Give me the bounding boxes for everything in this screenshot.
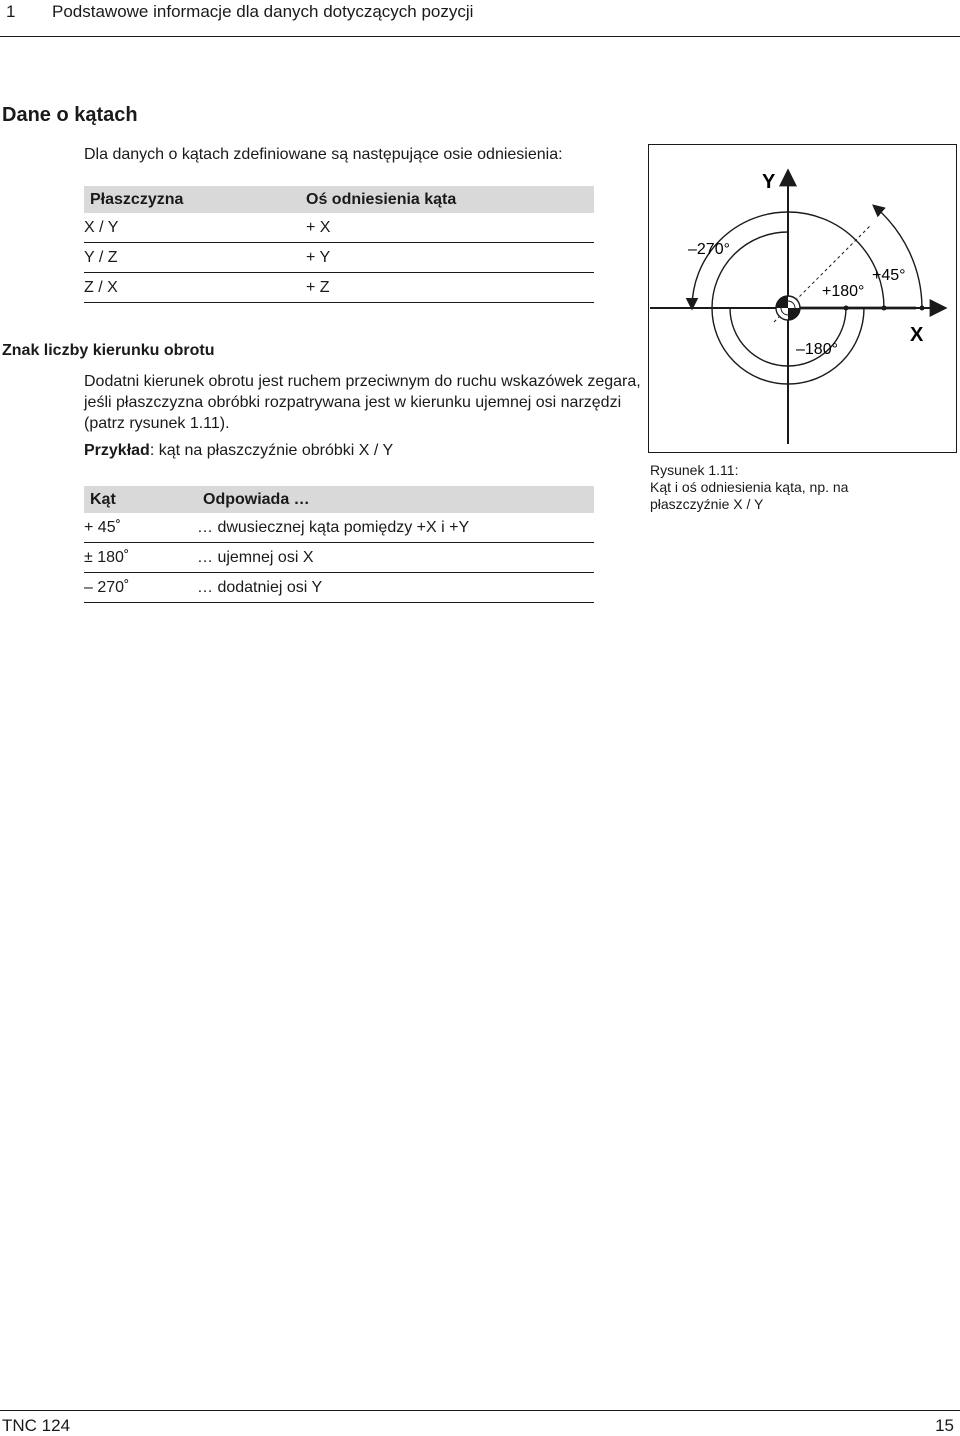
intro-text: Dla danych o kątach zdefiniowane są następujące osie odniesienia:	[84, 146, 563, 163]
origin-quadrant	[776, 296, 788, 308]
column-header-plane: Płaszczyzna	[84, 186, 300, 213]
x-axis-label: X	[910, 324, 924, 346]
table-cell: + X	[300, 213, 594, 243]
label-minus-180: –180°	[796, 341, 838, 358]
chapter-number: 1	[6, 2, 16, 21]
section-title: Dane o kątach	[2, 104, 138, 126]
example-label: Przykład	[84, 442, 150, 459]
table-cell: + 45˚	[84, 513, 197, 543]
arc-plus-45	[874, 206, 922, 308]
table-row	[84, 213, 594, 243]
table-cell: X / Y	[84, 213, 300, 243]
example-line	[84, 442, 393, 460]
caption-line: Rysunek 1.11:	[650, 462, 739, 478]
figure-frame	[649, 145, 957, 453]
table-cell: – 270˚	[84, 573, 197, 603]
column-header-angle: Kąt	[84, 486, 197, 513]
angle-figure	[648, 144, 958, 454]
table-cell: … ujemnej osi X	[197, 543, 594, 573]
footer-product-name: TNC 124	[2, 1416, 71, 1435]
example-text: : kąt na płaszczyźnie obróbki X / Y	[149, 442, 394, 459]
column-header-corresponds: Odpowiada …	[197, 486, 594, 513]
origin-quadrant	[788, 308, 800, 320]
table-cell: … dodatniej osi Y	[197, 573, 594, 603]
page-number: 15	[935, 1416, 954, 1435]
rotation-paragraph: Dodatni kierunek obrotu jest ruchem przeciwnym do ruchu wskazówek zegara, jeśli płaszczyzna obróbki rozpatrywana jest w kierunku ujemnej osi narzędzi (patrz rysunek 1.11).	[84, 373, 641, 432]
plane-reference-table	[84, 186, 594, 303]
footer-rule	[0, 1410, 960, 1411]
arc-start-dot	[844, 306, 849, 311]
label-minus-270: –270°	[688, 241, 730, 258]
table-cell: Z / X	[84, 273, 300, 303]
table-cell: + Z	[300, 273, 594, 303]
table-cell: Y / Z	[84, 243, 300, 273]
table-row	[84, 243, 594, 273]
table-header-row	[84, 186, 594, 213]
label-plus-180: +180°	[822, 283, 865, 300]
table-row	[84, 543, 594, 573]
table-row	[84, 513, 594, 543]
subsection-title: Znak liczby kierunku obrotu	[2, 342, 215, 359]
caption-line: Kąt i oś odniesienia kąta, np. na płaszczyźnie X / Y	[650, 479, 849, 512]
header-rule	[0, 36, 960, 37]
arc-start-dot	[882, 306, 887, 311]
label-plus-45: +45°	[872, 267, 906, 284]
table-cell: + Y	[300, 243, 594, 273]
running-header-title: Podstawowe informacje dla danych dotyczących pozycji	[52, 2, 474, 21]
table-cell: … dwusiecznej kąta pomiędzy +X i +Y	[197, 513, 594, 543]
figure-caption	[650, 462, 890, 513]
y-axis-label: Y	[762, 171, 776, 193]
table-cell: ± 180˚	[84, 543, 197, 573]
table-header-row	[84, 486, 594, 513]
angle-table	[84, 486, 594, 603]
table-row	[84, 273, 594, 303]
column-header-reference-axis: Oś odniesienia kąta	[300, 186, 594, 213]
table-row	[84, 573, 594, 603]
arc-start-dot	[920, 306, 925, 311]
